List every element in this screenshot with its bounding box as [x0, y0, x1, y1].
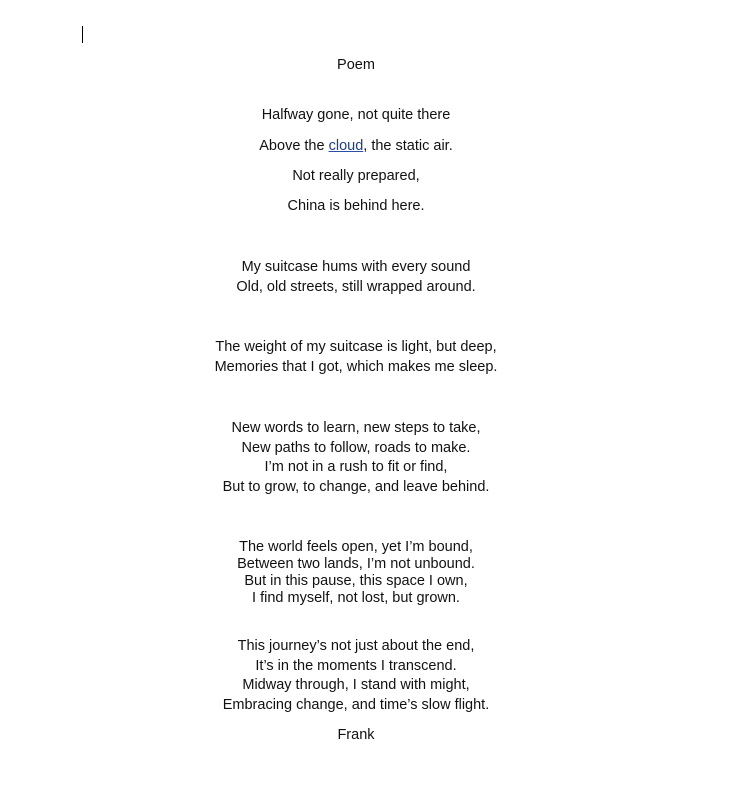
- stanza-5-line-4: I find myself, not lost, but grown.: [252, 590, 460, 606]
- stanza-4-line-2: New paths to follow, roads to make.: [241, 440, 471, 456]
- stanza-5-line-3: But in this pause, this space I own,: [244, 573, 468, 589]
- stanza-2-line-2: Old, old streets, still wrapped around.: [236, 279, 476, 295]
- stanza-1-line-4: China is behind here.: [287, 198, 425, 214]
- stanza-5-line-1: The world feels open, yet I’m bound,: [239, 539, 473, 555]
- stanza-4-line-4: But to grow, to change, and leave behind.: [222, 479, 490, 495]
- poem-title: Poem: [337, 57, 375, 73]
- cloud-hyperlink[interactable]: cloud: [328, 138, 364, 154]
- stanza-3-line-2: Memories that I got, which makes me sleep.: [214, 359, 498, 375]
- line-text-after-link: , the static air.: [363, 138, 453, 154]
- stanza-6-line-1: This journey’s not just about the end,: [237, 638, 475, 654]
- stanza-6-line-2: It’s in the moments I transcend.: [255, 658, 457, 674]
- stanza-5-line-2: Between two lands, I’m not unbound.: [237, 556, 475, 572]
- stanza-1-line-1: Halfway gone, not quite there: [261, 107, 451, 123]
- line-text-before-link: Above the: [259, 138, 329, 154]
- stanza-6-line-4: Embracing change, and time’s slow flight.: [222, 697, 490, 713]
- stanza-2-line-1: My suitcase hums with every sound: [241, 259, 471, 275]
- stanza-1-line-2: [0, 137, 712, 155]
- stanza-4-line-1: New words to learn, new steps to take,: [231, 420, 481, 436]
- poem-author: Frank: [337, 727, 375, 743]
- stanza-4-line-3: I’m not in a rush to fit or find,: [264, 459, 448, 475]
- stanza-6-line-3: Midway through, I stand with might,: [242, 677, 470, 693]
- text-cursor: [82, 26, 83, 43]
- stanza-3-line-1: The weight of my suitcase is light, but deep,: [215, 339, 497, 355]
- stanza-1-line-3: Not really prepared,: [292, 168, 420, 184]
